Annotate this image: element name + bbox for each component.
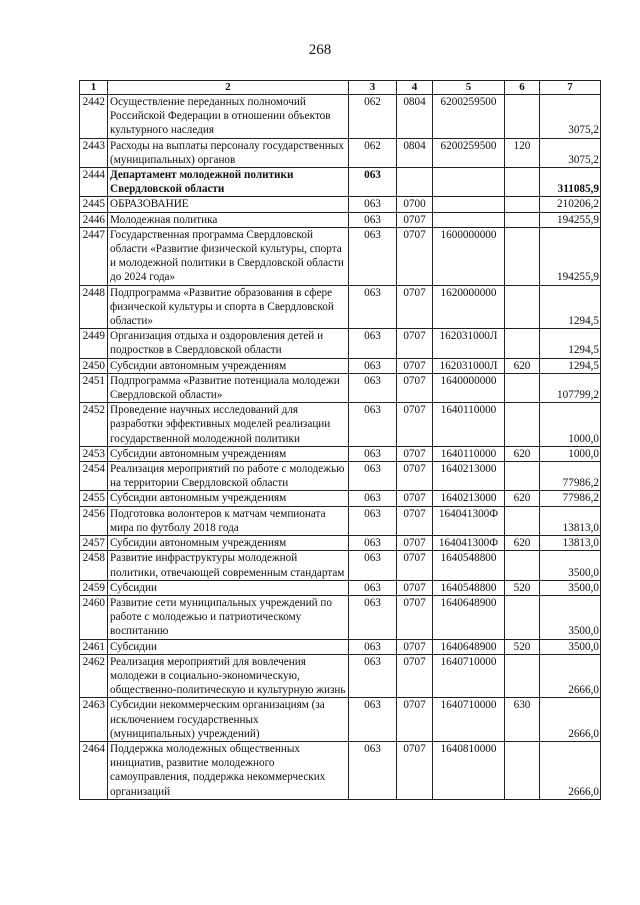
row-number: 2453 xyxy=(80,446,108,461)
row-expense-type: 620 xyxy=(505,446,540,461)
row-department-code: 063 xyxy=(349,536,397,551)
column-header: 3 xyxy=(349,81,397,95)
table-row xyxy=(80,403,601,447)
row-expense-type: 120 xyxy=(505,138,540,167)
row-name: Развитие инфраструктуры молодежной политики, отвечающей современным стандартам xyxy=(108,551,349,580)
table-body xyxy=(80,95,601,800)
row-target-article xyxy=(433,212,505,227)
row-amount: 194255,9 xyxy=(540,227,601,285)
table-row xyxy=(80,506,601,535)
row-name: Подготовка волонтеров к матчам чемпионата мира по футболу 2018 года xyxy=(108,506,349,535)
row-amount: 2666,0 xyxy=(540,654,601,698)
row-department-code: 063 xyxy=(349,551,397,580)
row-amount: 3075,2 xyxy=(540,95,601,139)
table-row xyxy=(80,138,601,167)
row-section-code: 0707 xyxy=(397,329,433,358)
row-section-code: 0707 xyxy=(397,551,433,580)
row-department-code: 063 xyxy=(349,698,397,742)
row-number: 2462 xyxy=(80,654,108,698)
row-target-article: 1620000000 xyxy=(433,285,505,329)
row-target-article: 1640213000 xyxy=(433,491,505,506)
row-number: 2464 xyxy=(80,741,108,799)
row-expense-type xyxy=(505,506,540,535)
row-number: 2450 xyxy=(80,358,108,373)
row-department-code: 063 xyxy=(349,285,397,329)
row-target-article: 1640710000 xyxy=(433,654,505,698)
row-number: 2444 xyxy=(80,168,108,197)
row-expense-type xyxy=(505,212,540,227)
row-section-code: 0707 xyxy=(397,285,433,329)
row-section-code: 0707 xyxy=(397,403,433,447)
row-department-code: 063 xyxy=(349,212,397,227)
row-target-article: 1640548800 xyxy=(433,551,505,580)
row-section-code: 0804 xyxy=(397,138,433,167)
table-row xyxy=(80,639,601,654)
row-section-code: 0707 xyxy=(397,446,433,461)
row-number: 2449 xyxy=(80,329,108,358)
row-number: 2445 xyxy=(80,197,108,212)
row-department-code: 062 xyxy=(349,138,397,167)
row-amount: 3500,0 xyxy=(540,551,601,580)
row-section-code: 0707 xyxy=(397,373,433,402)
row-expense-type: 620 xyxy=(505,358,540,373)
row-amount: 3500,0 xyxy=(540,580,601,595)
row-name: Поддержка молодежных общественных инициатив, развитие молодежного самоуправления, поддержка некоммерческих организаций xyxy=(108,741,349,799)
row-amount: 3075,2 xyxy=(540,138,601,167)
row-expense-type xyxy=(505,654,540,698)
row-number: 2447 xyxy=(80,227,108,285)
row-expense-type: 520 xyxy=(505,580,540,595)
row-name: Проведение научных исследований для разработки эффективных моделей реализации государственной молодежной политики xyxy=(108,403,349,447)
row-name: Организация отдыха и оздоровления детей и подростков в Свердловской области xyxy=(108,329,349,358)
row-name: Субсидии некоммерческим организациям (за исключением государственных (муниципальных) учреждений) xyxy=(108,698,349,742)
row-target-article: 1640110000 xyxy=(433,446,505,461)
row-number: 2451 xyxy=(80,373,108,402)
row-number: 2455 xyxy=(80,491,108,506)
row-department-code: 063 xyxy=(349,403,397,447)
row-section-code: 0707 xyxy=(397,595,433,639)
row-amount: 3500,0 xyxy=(540,595,601,639)
row-target-article: 1640000000 xyxy=(433,373,505,402)
table-header xyxy=(80,81,601,95)
row-target-article xyxy=(433,168,505,197)
row-amount: 77986,2 xyxy=(540,462,601,491)
table-row xyxy=(80,212,601,227)
row-department-code: 063 xyxy=(349,462,397,491)
row-name: Реализация мероприятий по работе с молодежью на территории Свердловской области xyxy=(108,462,349,491)
row-department-code: 063 xyxy=(349,197,397,212)
row-expense-type xyxy=(505,741,540,799)
table-row xyxy=(80,197,601,212)
row-expense-type: 620 xyxy=(505,491,540,506)
table-row xyxy=(80,329,601,358)
row-expense-type: 520 xyxy=(505,639,540,654)
row-name: Департамент молодежной политики Свердловской области xyxy=(108,168,349,197)
row-section-code: 0707 xyxy=(397,654,433,698)
row-department-code: 063 xyxy=(349,446,397,461)
row-amount: 1294,5 xyxy=(540,329,601,358)
row-target-article: 1640213000 xyxy=(433,462,505,491)
row-department-code: 063 xyxy=(349,491,397,506)
row-expense-type xyxy=(505,462,540,491)
row-expense-type xyxy=(505,197,540,212)
row-expense-type xyxy=(505,595,540,639)
row-section-code: 0707 xyxy=(397,741,433,799)
column-header: 5 xyxy=(433,81,505,95)
row-department-code: 063 xyxy=(349,595,397,639)
row-number: 2443 xyxy=(80,138,108,167)
table-row xyxy=(80,698,601,742)
row-section-code: 0707 xyxy=(397,227,433,285)
row-amount: 311085,9 xyxy=(540,168,601,197)
table-row xyxy=(80,654,601,698)
row-target-article: 1600000000 xyxy=(433,227,505,285)
table-row xyxy=(80,536,601,551)
row-name: Развитие сети муниципальных учреждений по работе с молодежью и патриотическому воспитанию xyxy=(108,595,349,639)
row-number: 2463 xyxy=(80,698,108,742)
row-number: 2448 xyxy=(80,285,108,329)
table-row xyxy=(80,551,601,580)
row-section-code: 0700 xyxy=(397,197,433,212)
row-expense-type xyxy=(505,403,540,447)
row-target-article: 164041300Ф xyxy=(433,536,505,551)
row-name: Субсидии автономным учреждениям xyxy=(108,446,349,461)
row-expense-type: 630 xyxy=(505,698,540,742)
row-number: 2454 xyxy=(80,462,108,491)
row-section-code: 0707 xyxy=(397,358,433,373)
row-name: Подпрограмма «Развитие образования в сфере физической культуры и спорта в Свердловской области» xyxy=(108,285,349,329)
row-target-article: 1640548800 xyxy=(433,580,505,595)
row-amount: 1000,0 xyxy=(540,446,601,461)
row-amount: 77986,2 xyxy=(540,491,601,506)
row-target-article: 164041300Ф xyxy=(433,506,505,535)
row-section-code xyxy=(397,168,433,197)
row-number: 2460 xyxy=(80,595,108,639)
row-name: Осуществление переданных полномочий Российской Федерации в отношении объектов культурного наследия xyxy=(108,95,349,139)
row-name: Субсидии автономным учреждениям xyxy=(108,491,349,506)
table-row xyxy=(80,491,601,506)
row-name: Реализация мероприятий для вовлечения молодежи в социально-экономическую, общественно-политическую и культурную жизнь xyxy=(108,654,349,698)
row-target-article: 1640710000 xyxy=(433,698,505,742)
row-target-article: 1640810000 xyxy=(433,741,505,799)
row-amount: 13813,0 xyxy=(540,506,601,535)
row-section-code: 0707 xyxy=(397,212,433,227)
row-number: 2446 xyxy=(80,212,108,227)
row-target-article: 6200259500 xyxy=(433,138,505,167)
row-expense-type xyxy=(505,329,540,358)
row-expense-type: 620 xyxy=(505,536,540,551)
row-section-code: 0804 xyxy=(397,95,433,139)
row-number: 2452 xyxy=(80,403,108,447)
row-target-article: 162031000Л xyxy=(433,329,505,358)
row-amount: 1000,0 xyxy=(540,403,601,447)
row-department-code: 063 xyxy=(349,654,397,698)
column-header: 4 xyxy=(397,81,433,95)
row-name: Субсидии автономным учреждениям xyxy=(108,358,349,373)
row-number: 2461 xyxy=(80,639,108,654)
row-name: Субсидии xyxy=(108,639,349,654)
row-department-code: 062 xyxy=(349,95,397,139)
row-number: 2456 xyxy=(80,506,108,535)
table-row xyxy=(80,580,601,595)
row-target-article: 1640648900 xyxy=(433,639,505,654)
budget-table xyxy=(79,80,601,800)
row-department-code: 063 xyxy=(349,373,397,402)
row-amount: 13813,0 xyxy=(540,536,601,551)
page-number: 268 xyxy=(308,42,332,58)
row-amount: 3500,0 xyxy=(540,639,601,654)
header-row xyxy=(80,81,601,95)
row-target-article: 1640110000 xyxy=(433,403,505,447)
row-department-code: 063 xyxy=(349,741,397,799)
row-section-code: 0707 xyxy=(397,698,433,742)
column-header: 6 xyxy=(505,81,540,95)
row-expense-type xyxy=(505,168,540,197)
column-header: 1 xyxy=(80,81,108,95)
row-target-article: 1640648900 xyxy=(433,595,505,639)
table-row xyxy=(80,446,601,461)
row-amount: 107799,2 xyxy=(540,373,601,402)
row-expense-type xyxy=(505,373,540,402)
row-department-code: 063 xyxy=(349,227,397,285)
row-section-code: 0707 xyxy=(397,536,433,551)
row-target-article: 6200259500 xyxy=(433,95,505,139)
row-department-code: 063 xyxy=(349,506,397,535)
row-expense-type xyxy=(505,551,540,580)
row-amount: 194255,9 xyxy=(540,212,601,227)
row-department-code: 063 xyxy=(349,329,397,358)
row-number: 2458 xyxy=(80,551,108,580)
column-header: 2 xyxy=(108,81,349,95)
row-section-code: 0707 xyxy=(397,506,433,535)
row-department-code: 063 xyxy=(349,168,397,197)
table-row xyxy=(80,227,601,285)
row-amount: 2666,0 xyxy=(540,741,601,799)
row-amount: 210206,2 xyxy=(540,197,601,212)
table-row xyxy=(80,168,601,197)
row-name: Расходы на выплаты персоналу государственных (муниципальных) органов xyxy=(108,138,349,167)
table-row xyxy=(80,595,601,639)
row-amount: 2666,0 xyxy=(540,698,601,742)
table-row xyxy=(80,741,601,799)
row-name: Подпрограмма «Развитие потенциала молодежи Свердловской области» xyxy=(108,373,349,402)
row-number: 2457 xyxy=(80,536,108,551)
row-amount: 1294,5 xyxy=(540,285,601,329)
table-row xyxy=(80,95,601,139)
row-amount: 1294,5 xyxy=(540,358,601,373)
row-section-code: 0707 xyxy=(397,580,433,595)
column-header: 7 xyxy=(540,81,601,95)
row-name: Субсидии автономным учреждениям xyxy=(108,536,349,551)
row-section-code: 0707 xyxy=(397,639,433,654)
row-number: 2459 xyxy=(80,580,108,595)
row-name: ОБРАЗОВАНИЕ xyxy=(108,197,349,212)
row-name: Молодежная политика xyxy=(108,212,349,227)
table-row xyxy=(80,285,601,329)
table-row xyxy=(80,358,601,373)
row-name: Субсидии xyxy=(108,580,349,595)
row-target-article xyxy=(433,197,505,212)
table-row xyxy=(80,373,601,402)
row-name: Государственная программа Свердловской области «Развитие физической культуры, спорта и молодежной политики в Свердловской области до 2024 года» xyxy=(108,227,349,285)
row-section-code: 0707 xyxy=(397,491,433,506)
row-expense-type xyxy=(505,227,540,285)
row-department-code: 063 xyxy=(349,639,397,654)
table-row xyxy=(80,462,601,491)
row-number: 2442 xyxy=(80,95,108,139)
row-department-code: 063 xyxy=(349,358,397,373)
row-department-code: 063 xyxy=(349,580,397,595)
row-expense-type xyxy=(505,95,540,139)
row-target-article: 162031000Л xyxy=(433,358,505,373)
row-section-code: 0707 xyxy=(397,462,433,491)
row-expense-type xyxy=(505,285,540,329)
